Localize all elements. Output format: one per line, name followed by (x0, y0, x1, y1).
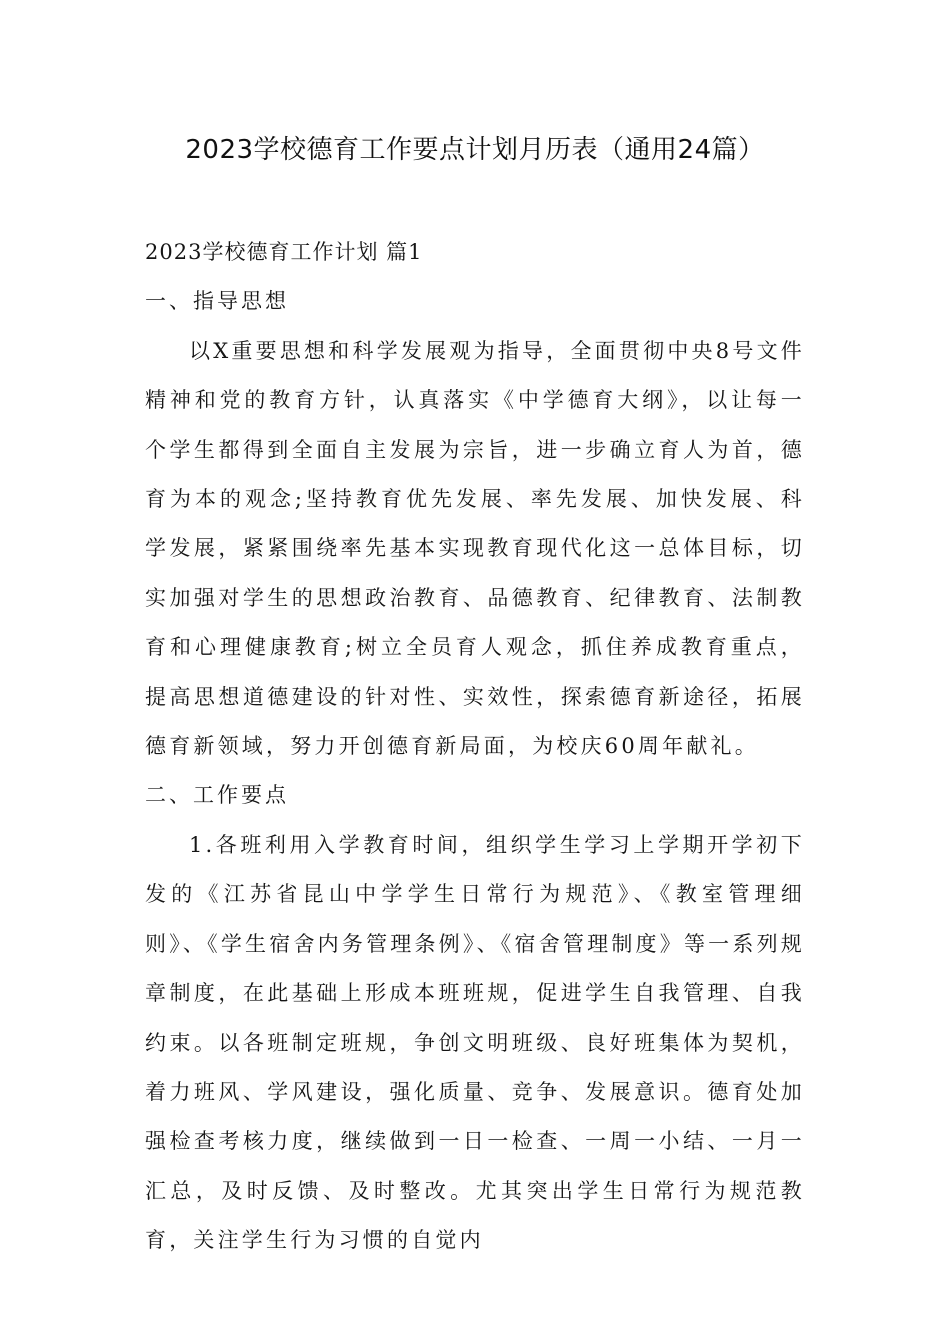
document-title: 2023学校德育工作要点计划月历表（通用24篇） (185, 135, 765, 165)
paragraph-work-points: 1.各班利用入学教育时间，组织学生学习上学期开学初下发的《江苏省昆山中学学生日常行为规范》、《教室管理细则》、《学生宿舍内务管理条例》、《宿舍管理制度》等一系列规章制度，在此基础上形成本班班规，促进学生自我管理、自我约束。以各班制定班规，争创文明班级、良好班集体为契机，着力班风、学风建设，强化质量、竞争、发展意识。德育处加强检查考核力度，继续做到一日一检查、一周一小结、一月一汇总，及时反馈、及时整改。尤其突出学生日常行为规范教育，关注学生行为习惯的自觉内 (145, 832, 805, 1253)
paragraph-guiding-ideology: 以X重要思想和科学发展观为指导，全面贯彻中央8号文件精神和党的教育方针，认真落实《中学德育大纲》，以让每一个学生都得到全面自主发展为宗旨，进一步确立育人为首，德育为本的观念;坚持教育优先发展、率先发展、加快发展、科学发展，紧紧围绕率先基本实现教育现代化这一总体目标，切实加强对学生的思想政治教育、品德教育、纪律教育、法制教育和心理健康教育;树立全员育人观念，抓住养成教育重点，提高思想道德建设的针对性、实效性，探索德育新途径，拓展德育新领域，努力开创德育新局面，为校庆60周年献礼。 (145, 338, 805, 759)
document-subtitle: 2023学校德育工作计划 篇1 (145, 240, 423, 264)
document-body (145, 228, 805, 1266)
section-heading-work-points: 二、工作要点 (145, 783, 289, 808)
section-heading-guiding-ideology: 一、指导思想 (145, 289, 289, 314)
